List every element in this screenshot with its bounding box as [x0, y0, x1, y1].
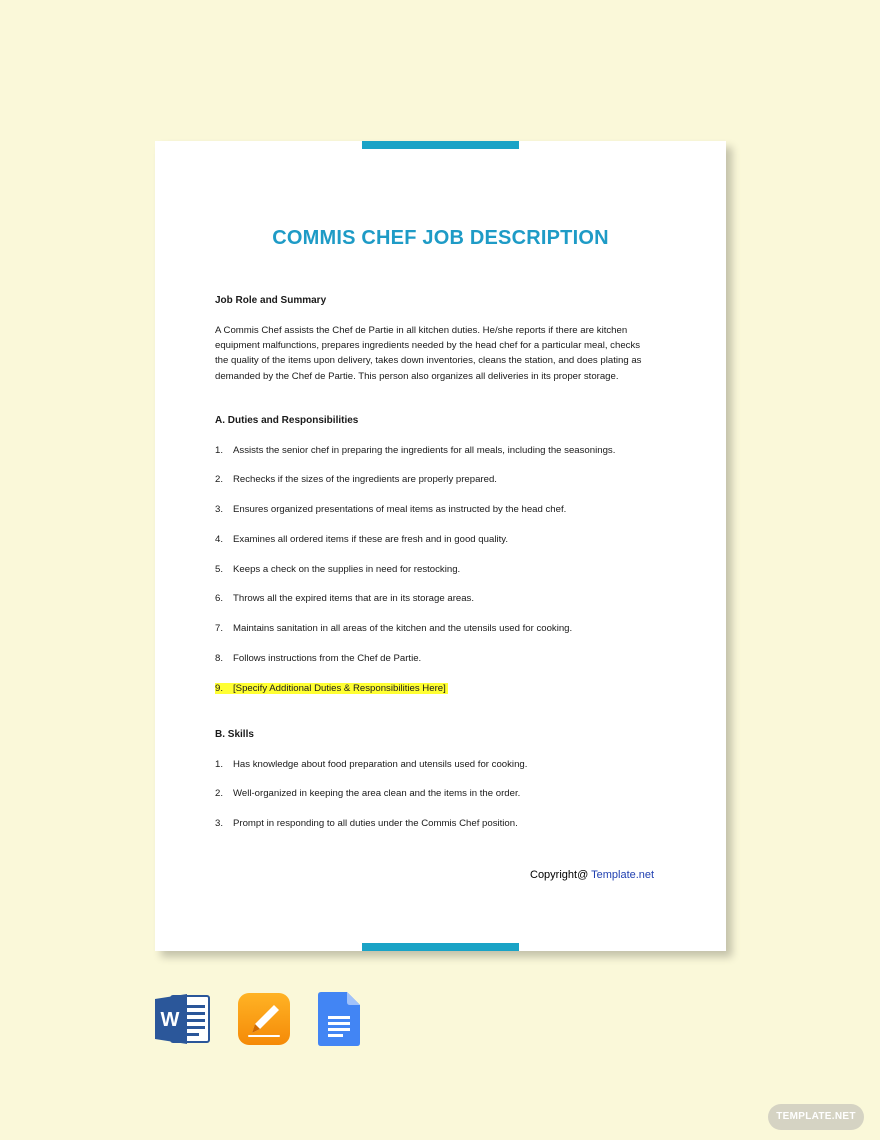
bottom-accent-bar: [362, 943, 519, 951]
top-accent-bar: [362, 141, 519, 149]
duty-item: 3. Ensures organized presentations of meal items as instructed by the head chef.: [215, 504, 567, 515]
duty-item: 8. Follows instructions from the Chef de Partie.: [215, 653, 422, 664]
template-link[interactable]: Template.net: [591, 869, 655, 881]
skill-item: 3. Prompt in responding to all duties under the Commis Chef position.: [215, 818, 518, 829]
word-icon[interactable]: [155, 993, 211, 1045]
duty-item-placeholder: 9. [Specify Additional Duties & Responsibilities Here]: [215, 683, 446, 694]
role-summary: A Commis Chef assists the Chef de Partie in all kitchen duties. He/she reports if there are kitchen equipment malfunctions, prepares ingredients needed by the head chef for a particular meal, checks the quality of the items upon delivery, takes down inventories, cleans the station, and does plating as demanded by the Chef de Partie. This person also organizes all deliveries in its proper storage.: [215, 325, 642, 382]
document-page: [155, 141, 726, 951]
duty-item: 7. Maintains sanitation in all areas of the kitchen and the utensils used for cooking.: [215, 623, 573, 634]
skill-item: 1. Has knowledge about food preparation and utensils used for cooking.: [215, 759, 528, 770]
skills-heading: B. Skills: [215, 729, 254, 740]
pages-icon[interactable]: [238, 993, 290, 1045]
role-heading: Job Role and Summary: [215, 295, 327, 306]
duty-item: 4. Examines all ordered items if these are fresh and in good quality.: [215, 534, 508, 545]
svg-text:W: W: [160, 1009, 180, 1031]
copyright: Copyright@ Template.net: [530, 869, 655, 881]
duties-heading: A. Duties and Responsibilities: [215, 415, 359, 426]
google-docs-icon[interactable]: [318, 992, 360, 1046]
duty-item: 1. Assists the senior chef in preparing the ingredients for all meals, including the seasonings.: [215, 445, 616, 456]
duty-item: 6. Throws all the expired items that are in its storage areas.: [215, 593, 475, 604]
duty-item: 5. Keeps a check on the supplies in need for restocking.: [215, 564, 461, 575]
skill-item: 2. Well-organized in keeping the area clean and the items in the order.: [215, 788, 521, 799]
duty-item: 2. Rechecks if the sizes of the ingredients are properly prepared.: [215, 474, 497, 485]
watermark: TEMPLATE.NET: [768, 1104, 864, 1130]
document-title: COMMIS CHEF JOB DESCRIPTION: [272, 227, 609, 249]
